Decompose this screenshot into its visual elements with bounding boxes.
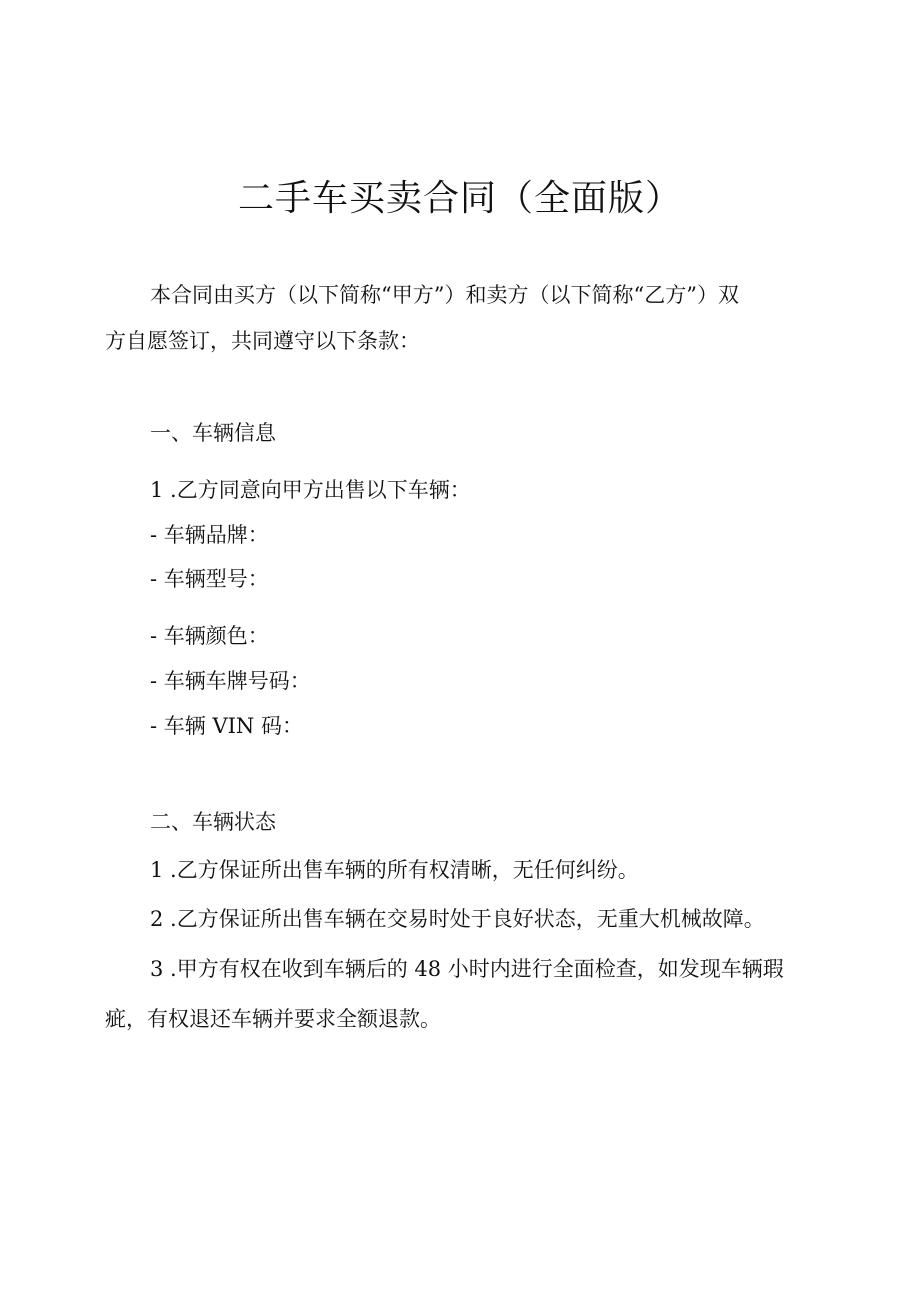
intro-line-1: 本合同由买方（以下简称“甲方”）和卖方（以下简称“乙方”）双 <box>150 283 739 307</box>
field-vehicle-color: - 车辆颜色： <box>150 624 269 648</box>
section-2-item-3-line-1: 3 .甲方有权在收到车辆后的 48 小时内进行全面检查，如发现车辆瑕 <box>150 957 784 981</box>
intro-line-2: 方自愿签订，共同遵守以下条款： <box>105 329 420 353</box>
section-2-item-1: 1 .乙方保证所出售车辆的所有权清晰，无任何纠纷。 <box>150 858 639 882</box>
section-2-item-3-line-2: 疵，有权退还车辆并要求全额退款。 <box>105 1007 441 1031</box>
field-vehicle-brand: - 车辆品牌： <box>150 523 269 547</box>
document-title: 二手车买卖合同（全面版） <box>237 178 682 219</box>
field-vehicle-model: - 车辆型号： <box>150 567 269 591</box>
section-2-heading: 二、车辆状态 <box>150 810 276 834</box>
section-2-item-2: 2 .乙方保证所出售车辆在交易时处于良好状态，无重大机械故障。 <box>150 907 765 931</box>
section-1-item-1: 1 .乙方同意向甲方出售以下车辆： <box>150 478 471 502</box>
field-vin-code: - 车辆 VIN 码： <box>150 714 303 738</box>
section-1-heading: 一、车辆信息 <box>150 421 276 445</box>
field-license-plate: - 车辆车牌号码： <box>150 669 311 693</box>
